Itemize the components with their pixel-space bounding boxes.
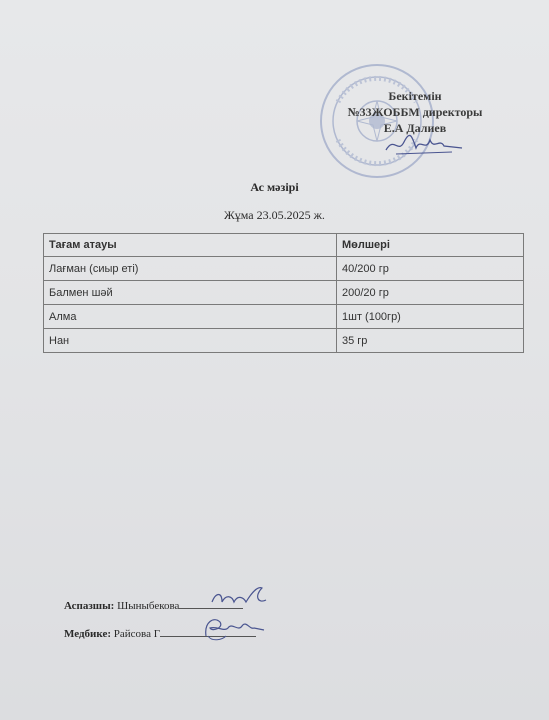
column-header-dish: Тағам атауы	[44, 234, 337, 257]
cook-name: Шыныбекова	[117, 600, 180, 612]
table-row	[44, 305, 524, 329]
nurse-name: Райсова Г	[113, 628, 161, 640]
column-header-amount: Мөлшері	[337, 234, 524, 257]
director-signature	[382, 132, 466, 158]
dish-cell: Алма	[44, 305, 337, 329]
document-title: Ас мәзірі	[250, 180, 299, 194]
approval-position: №33ЖОББМ директоры	[347, 105, 483, 119]
table-row	[44, 329, 524, 353]
dish-cell: Нан	[44, 329, 337, 353]
cook-signature	[208, 584, 270, 610]
table-header-row	[44, 234, 524, 257]
nurse-signature	[198, 610, 268, 644]
nurse-label: Медбике:	[64, 628, 111, 640]
dish-cell: Балмен шәй	[44, 281, 337, 305]
table-row	[44, 257, 524, 281]
amount-cell: 35 гр	[337, 329, 524, 353]
dish-cell: Лағман (сиыр еті)	[44, 257, 337, 281]
amount-cell: 40/200 гр	[337, 257, 524, 281]
approval-director-name: Е.А Далиев	[383, 121, 447, 135]
amount-cell: 1шт (100гр)	[337, 305, 524, 329]
approval-block	[330, 88, 500, 136]
approval-heading: Бекітемін	[388, 89, 442, 103]
document-date: Жұма 23.05.2025 ж.	[224, 208, 325, 222]
menu-table	[43, 233, 524, 353]
table-row	[44, 281, 524, 305]
amount-cell: 200/20 гр	[337, 281, 524, 305]
cook-label: Аспазшы:	[64, 600, 115, 612]
